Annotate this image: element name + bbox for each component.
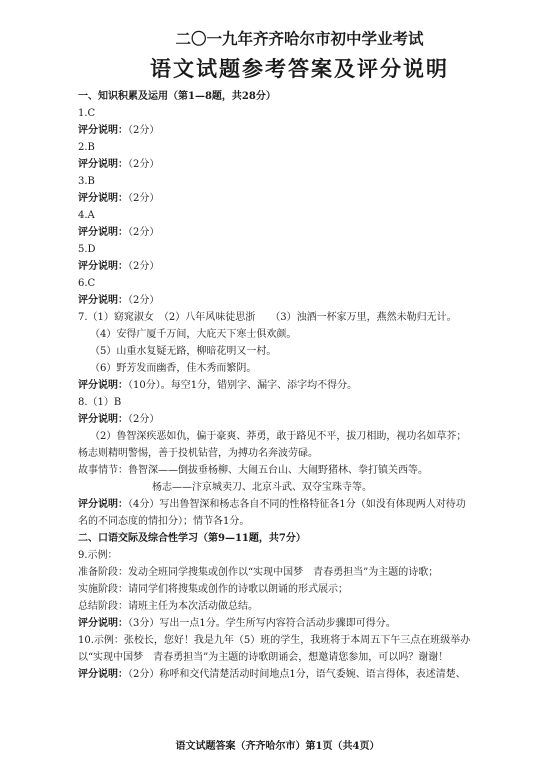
scoring-note-8b-cont: 名的不同态度的情扣分）；情节各1分。: [78, 516, 250, 527]
scoring-note-8b: [78, 496, 521, 513]
answer-8-line-1: 8.（1）B: [78, 397, 122, 408]
scoring-text: （2分）: [128, 159, 160, 170]
scoring-label: 评分说明：: [78, 669, 128, 680]
section-heading-1: 一、知识积累及运用（第1—8题，共28分）: [78, 91, 276, 102]
answer-9: 9.示例：: [78, 550, 118, 561]
scoring-label: 评分说明：: [78, 618, 128, 629]
scoring-text: （2分）称呼和交代清楚活动时间地点1分，语气委婉、语言得体，表述清楚、: [128, 669, 466, 680]
answer-2: 2.B: [78, 142, 95, 153]
answer-9-summary: 总结阶段：请班主任为本次活动做总结。: [78, 601, 258, 612]
answer-10-line-2: 以“实现中国梦 青春勇担当”为主题的诗歌朗诵会，想邀请您参加，可以吗？谢谢！: [78, 652, 449, 663]
scoring-label: 评分说明：: [78, 380, 128, 391]
scoring-note-2: [78, 156, 521, 173]
exam-title: 二〇一九年齐齐哈尔市初中学业考试: [175, 29, 424, 48]
scoring-note-6: [78, 292, 521, 309]
scoring-label: 评分说明：: [78, 295, 128, 306]
document-title: 语文试题参考答案及评分说明: [150, 56, 449, 81]
answer-6: 6.C: [78, 278, 96, 289]
scoring-note-4: [78, 224, 521, 241]
answer-4: 4.A: [78, 210, 95, 221]
scoring-label: 评分说明：: [78, 414, 128, 425]
answer-7-line-1: 7.（1）窈窕淑女 （2）八年风味徒思浙 （3）浊酒一杯家万里，燕然未勒归无计。: [78, 312, 457, 323]
scoring-label: 评分说明：: [78, 261, 128, 272]
scoring-note-1: [78, 122, 521, 139]
answer-7-line-2: （4）安得广厦千万间，大庇天下寒士俱欢颜。: [90, 329, 297, 340]
answer-8-story-2: 杨志——汴京城卖刀、北京斗武、双夺宝珠寺等。: [152, 482, 372, 493]
scoring-note-7: [78, 377, 521, 394]
scoring-text: （10分）。每空1分，错别字、漏字、添字均不得分。: [128, 380, 358, 391]
answer-3: 3.B: [78, 176, 95, 187]
answer-7-line-3: （5）山重水复疑无路，柳暗花明又一村。: [90, 346, 277, 357]
scoring-note-8: [78, 411, 521, 428]
answer-5: 5.D: [78, 244, 96, 255]
scoring-note-9: [78, 615, 521, 632]
scoring-label: 评分说明：: [78, 227, 128, 238]
scoring-text: （2分）: [128, 227, 160, 238]
answer-8-story-1: 故事情节：鲁智深——倒拔垂杨柳、大闹五台山、大闹野猪林、拳打镇关西等。: [78, 465, 428, 476]
scoring-text: （4分）写出鲁智深和杨志各自不同的性格特征各1分（如没有体现两人对待功: [128, 499, 466, 510]
page-footer: 语文试题答案（齐齐哈尔市）第1页（共4页）: [175, 741, 380, 752]
scoring-text: （2分）: [128, 414, 160, 425]
answer-9-prep: 准备阶段：发动全班同学搜集或创作以“实现中国梦 青春勇担当”为主题的诗歌；: [78, 567, 439, 578]
scoring-text: （2分）: [128, 295, 160, 306]
scoring-text: （2分）: [128, 193, 160, 204]
answer-8-line-3: 杨志则精明警惕，善于投机钻营，为搏功名奔波劳碌。: [78, 448, 318, 459]
scoring-label: 评分说明：: [78, 159, 128, 170]
scoring-note-5: [78, 258, 521, 275]
scoring-label: 评分说明：: [78, 125, 128, 136]
scoring-text: （3分）写出一点1分。学生所写内容符合活动步骤即可得分。: [128, 618, 396, 629]
answer-1: 1.C: [78, 108, 96, 119]
scoring-label: 评分说明：: [78, 193, 128, 204]
scoring-text: （2分）: [128, 261, 160, 272]
answer-9-impl: 实施阶段：请同学们将搜集或创作的诗歌以朗诵的形式展示；: [78, 584, 348, 595]
scoring-text: （2分）: [128, 125, 160, 136]
scoring-note-3: [78, 190, 521, 207]
answer-8-line-2: （2）鲁智深疾恶如仇，偏于豪爽、莽勇，敢于路见不平，拔刀相助，视功名如草芥；: [90, 431, 467, 442]
answer-7-line-4: （6）野芳发而幽香，佳木秀而繁阴。: [90, 363, 257, 374]
section-heading-2: 二、口语交际及综合性学习（第9—11题，共7分）: [78, 533, 306, 544]
scoring-note-10: [78, 666, 521, 683]
scoring-label: 评分说明：: [78, 499, 128, 510]
answer-10-line-1: 10.示例：张校长，您好！我是九年（5）班的学生，我班将于本周五下午三点在班级举办: [78, 635, 471, 646]
